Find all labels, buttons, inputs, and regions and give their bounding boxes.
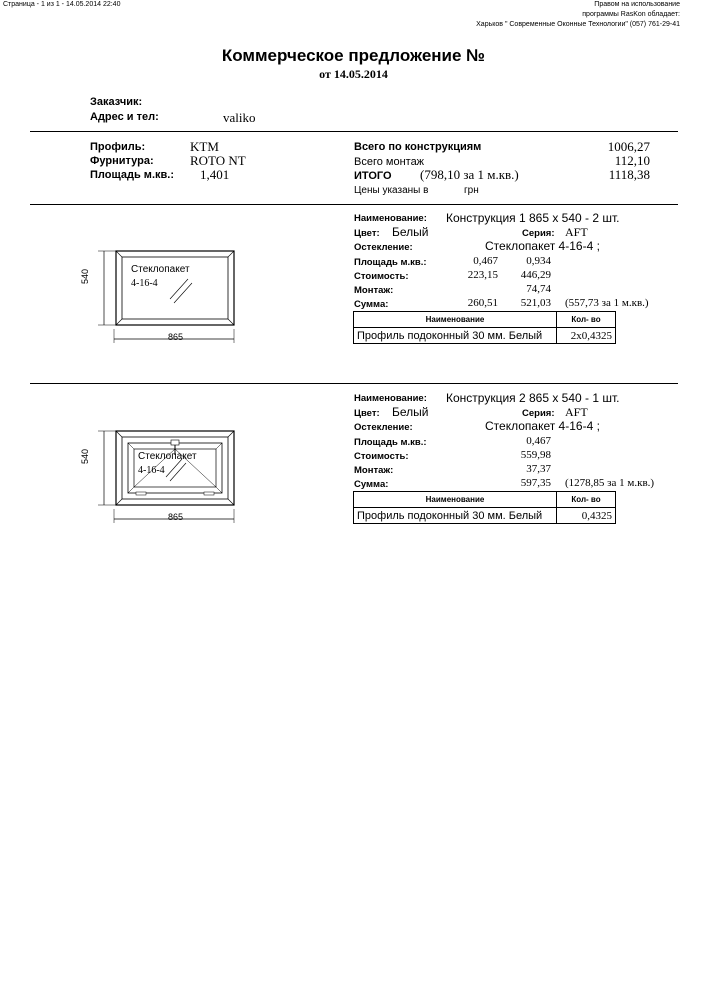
- dim-height-1: 540: [80, 268, 90, 284]
- table-row: [354, 508, 616, 524]
- dim-width-1: 865: [168, 332, 184, 342]
- currency-value: грн: [464, 185, 479, 196]
- total-install-label: Всего монтаж: [354, 156, 425, 168]
- table-header-row: [354, 312, 616, 328]
- items-table-2: [353, 491, 616, 524]
- color-value: Белый: [392, 225, 429, 239]
- cost-unit: 223,15: [467, 269, 498, 281]
- table-header-name: Наименование: [354, 492, 557, 508]
- table-header-qty: Кол- во: [557, 492, 616, 508]
- cost-total: 446,29: [520, 269, 551, 281]
- dim-height-2: 540: [80, 448, 90, 464]
- area-total: 0,934: [526, 255, 551, 267]
- table-header-name: Наименование: [354, 312, 557, 328]
- area-total: 0,467: [526, 435, 551, 447]
- divider: [30, 131, 678, 132]
- address-value: valiko: [223, 110, 256, 125]
- glazing-label: Остекление:: [354, 242, 413, 253]
- rights-line-1: Правом на использование: [594, 1, 680, 8]
- hardware-value: ROTO NT: [190, 153, 246, 168]
- page-title: Коммерческое предложение №: [221, 46, 486, 65]
- glazing-value: Стеклопакет 4-16-4 ;: [485, 419, 600, 433]
- glass-spec-2: 4-16-4: [138, 465, 165, 476]
- series-label: Серия:: [522, 408, 555, 419]
- table-row: [354, 328, 616, 344]
- window-drawing-1: [92, 245, 242, 345]
- profile-label: Профиль:: [90, 141, 146, 153]
- itogo-value: 1118,38: [608, 167, 650, 182]
- glazing-label: Остекление:: [354, 422, 413, 433]
- construction-name: Конструкция 2 865 x 540 - 1 шт.: [446, 391, 620, 405]
- name-label: Наименование:: [354, 213, 427, 224]
- area-unit: 0,467: [473, 255, 498, 267]
- color-value: Белый: [392, 405, 429, 419]
- name-label: Наименование:: [354, 393, 427, 404]
- sum-label: Сумма:: [354, 299, 389, 310]
- rights-line-2: программы RasKon обладает:: [582, 11, 680, 18]
- glass-spec-1: 4-16-4: [131, 278, 158, 289]
- cost-label: Стоимость:: [354, 271, 409, 282]
- color-label: Цвет:: [354, 228, 380, 239]
- item-name: Профиль подоконный 30 мм. Белый: [354, 508, 557, 524]
- series-label: Серия:: [522, 228, 555, 239]
- currency-label: Цены указаны в: [354, 185, 429, 196]
- itogo-per-m2: (798,10 за 1 м.кв.): [420, 167, 519, 182]
- item-name: Профиль подоконный 30 мм. Белый: [354, 328, 557, 344]
- company-line: Харьков " Современные Оконные Технологии" (057) 761-29-41: [476, 21, 680, 28]
- install-value: 74,74: [526, 283, 551, 295]
- hardware-label: Фурнитура:: [90, 155, 154, 167]
- total-constructions-label: Всего по конструкциям: [354, 141, 482, 153]
- sum-unit: 260,51: [467, 297, 498, 309]
- construction-name: Конструкция 1 865 x 540 - 2 шт.: [446, 211, 620, 225]
- address-label: Адрес и тел:: [90, 111, 159, 123]
- area-row-label: Площадь м.кв.:: [354, 257, 427, 268]
- series-value: AFT: [565, 225, 588, 239]
- page-info: Страница - 1 из 1 - 14.05.2014 22:40: [3, 1, 121, 8]
- divider: [30, 383, 678, 384]
- series-value: AFT: [565, 405, 588, 419]
- table-header-qty: Кол- во: [557, 312, 616, 328]
- page-date: от 14.05.2014: [319, 67, 388, 81]
- table-header-row: [354, 492, 616, 508]
- cost-total: 559,98: [520, 449, 551, 461]
- cost-label: Стоимость:: [354, 451, 409, 462]
- install-value: 37,37: [526, 463, 551, 475]
- area-label: Площадь м.кв.:: [90, 169, 174, 181]
- glass-label-1: Стеклопакет: [131, 264, 190, 275]
- sum-total: 521,03: [520, 297, 551, 309]
- area-row-label: Площадь м.кв.:: [354, 437, 427, 448]
- profile-value: KTM: [190, 139, 219, 154]
- customer-label: Заказчик:: [90, 96, 143, 108]
- color-label: Цвет:: [354, 408, 380, 419]
- items-table-1: [353, 311, 616, 344]
- sum-per-m2: (1278,85 за 1 м.кв.): [565, 477, 655, 489]
- install-label: Монтаж:: [354, 285, 394, 296]
- itogo-label: ИТОГО: [354, 170, 392, 182]
- total-install-value: 112,10: [614, 153, 650, 168]
- sum-label: Сумма:: [354, 479, 389, 490]
- divider: [30, 204, 678, 205]
- glass-label-2: Стеклопакет: [138, 451, 197, 462]
- sum-total: 597,35: [520, 477, 551, 489]
- item-qty: 2x0,4325: [557, 328, 616, 344]
- glazing-value: Стеклопакет 4-16-4 ;: [485, 239, 600, 253]
- total-constructions-value: 1006,27: [607, 139, 650, 154]
- area-value: 1,401: [200, 167, 230, 182]
- dim-width-2: 865: [168, 512, 184, 522]
- window-drawing-2: [92, 425, 242, 525]
- install-label: Монтаж:: [354, 465, 394, 476]
- sum-per-m2: (557,73 за 1 м.кв.): [565, 297, 649, 309]
- item-qty: 0,4325: [557, 508, 616, 524]
